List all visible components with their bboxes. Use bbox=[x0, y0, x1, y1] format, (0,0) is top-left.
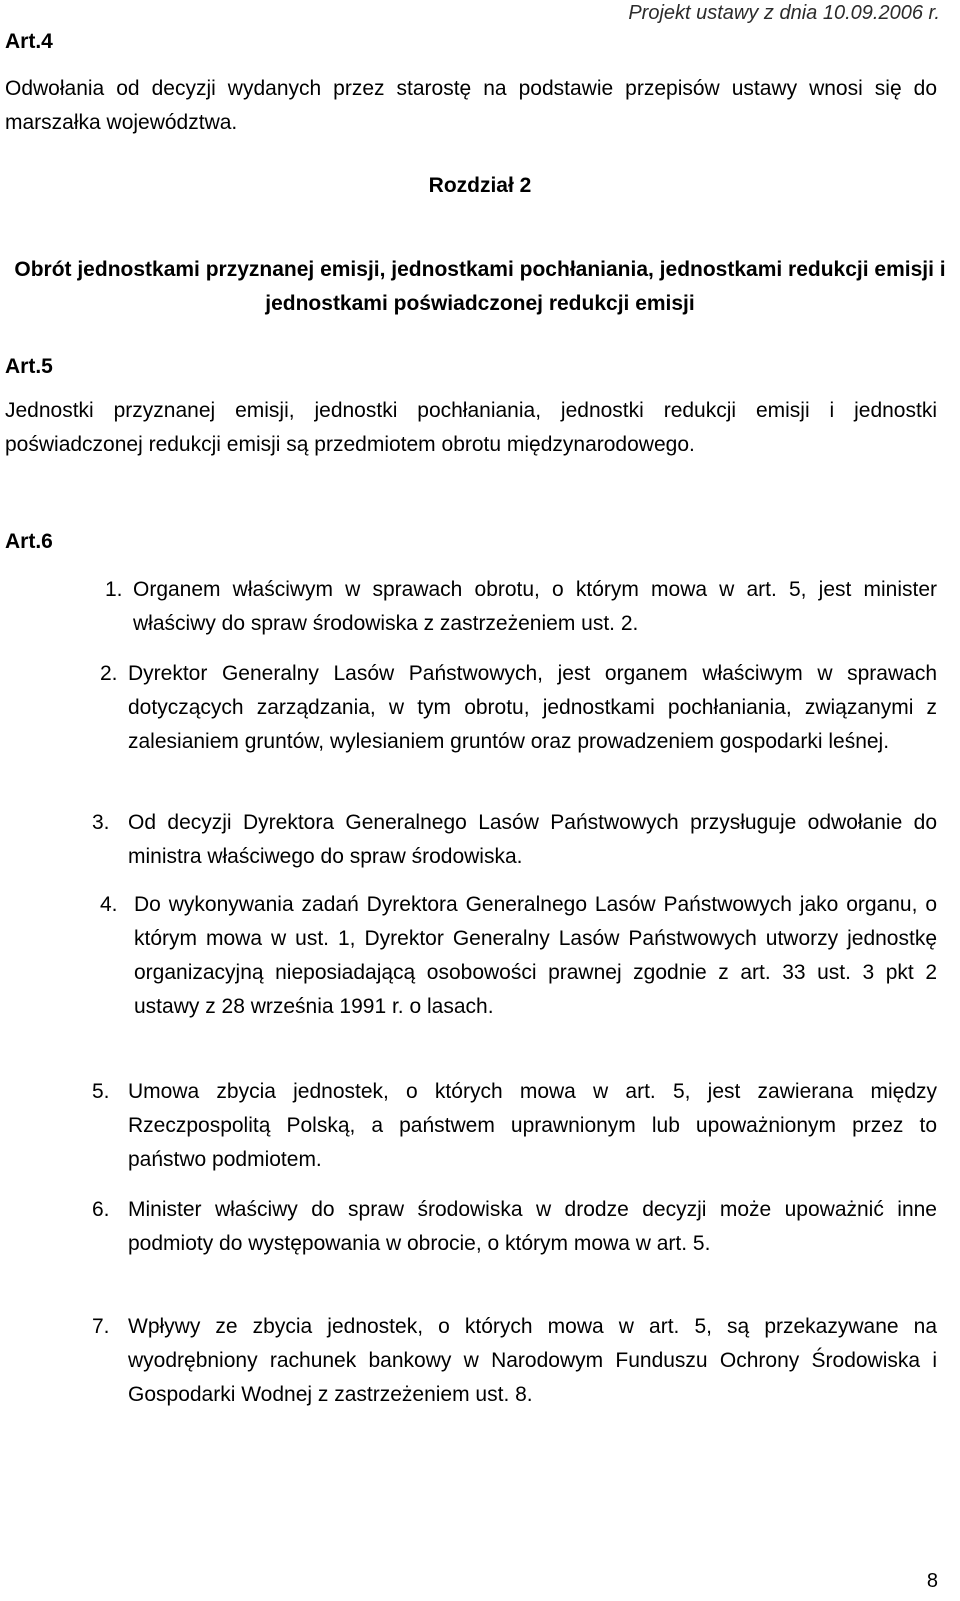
item-text: Minister właściwy do spraw środowiska w drodze decyzji może upoważnić inne podmioty do występowania w obrocie, o którym mowa w art. 5. bbox=[128, 1198, 937, 1255]
article-5-text: Jednostki przyznanej emisji, jednostki pochłaniania, jednostki redukcji emisji i jednostki poświadczonej redukcji emisji są przedmiotem obrotu międzynarodowego. bbox=[5, 399, 937, 456]
article-6-heading: Art.6 bbox=[5, 530, 53, 553]
article-5-heading: Art.5 bbox=[5, 355, 53, 378]
item-number: 2. bbox=[100, 662, 118, 685]
article-4-heading: Art.4 bbox=[5, 30, 53, 53]
item-number: 6. bbox=[92, 1198, 110, 1221]
item-text: Od decyzji Dyrektora Generalnego Lasów Państwowych przysługuje odwołanie do ministra właściwego do spraw środowiska. bbox=[128, 811, 937, 868]
draft-date-note: Projekt ustawy z dnia 10.09.2006 r. bbox=[628, 2, 940, 24]
chapter-title: Obrót jednostkami przyznanej emisji, jednostkami pochłaniania, jednostkami redukcji emisji i jednostkami poświadczonej redukcji emisji bbox=[14, 258, 946, 315]
item-number: 3. bbox=[92, 811, 110, 834]
article-4-text: Odwołania od decyzji wydanych przez starostę na podstawie przepisów ustawy wnosi się do marszałka województwa. bbox=[5, 77, 937, 134]
item-number: 7. bbox=[92, 1315, 110, 1338]
item-text: Umowa zbycia jednostek, o których mowa w art. 5, jest zawierana między Rzeczpospolitą Polską, a państwem uprawnionym lub upoważnionym przez to państwo podmiotem. bbox=[128, 1080, 937, 1171]
item-text: Do wykonywania zadań Dyrektora Generalnego Lasów Państwowych jako organu, o którym mowa w ust. 1, Dyrektor Generalny Lasów Państwowych utworzy jednostkę organizacyjną nieposiadającą osobowości prawnej zgodnie z art. 33 ust. 3 pkt 2 ustawy z 28 września 1991 r. o lasach. bbox=[134, 893, 937, 1018]
chapter-label: Rozdział 2 bbox=[428, 174, 532, 197]
item-text: Dyrektor Generalny Lasów Państwowych, jest organem właściwym w sprawach dotyczących zarządzania, w tym obrotu, jednostkami pochłaniania, związanymi z zalesianiem gruntów, wylesianiem gruntów oraz prowadzeniem gospodarki leśnej. bbox=[128, 662, 937, 753]
item-number: 5. bbox=[92, 1080, 110, 1103]
item-number: 1. bbox=[105, 578, 123, 601]
page-number: 8 bbox=[926, 1570, 938, 1592]
item-number: 4. bbox=[100, 893, 118, 916]
item-text: Wpływy ze zbycia jednostek, o których mowa w art. 5, są przekazywane na wyodrębniony rachunek bankowy w Narodowym Funduszu Ochrony Środowiska i Gospodarki Wodnej z zastrzeżeniem ust. 8. bbox=[128, 1315, 937, 1406]
item-text: Organem właściwym w sprawach obrotu, o którym mowa w art. 5, jest minister właściwy do spraw środowiska z zastrzeżeniem ust. 2. bbox=[133, 578, 937, 635]
